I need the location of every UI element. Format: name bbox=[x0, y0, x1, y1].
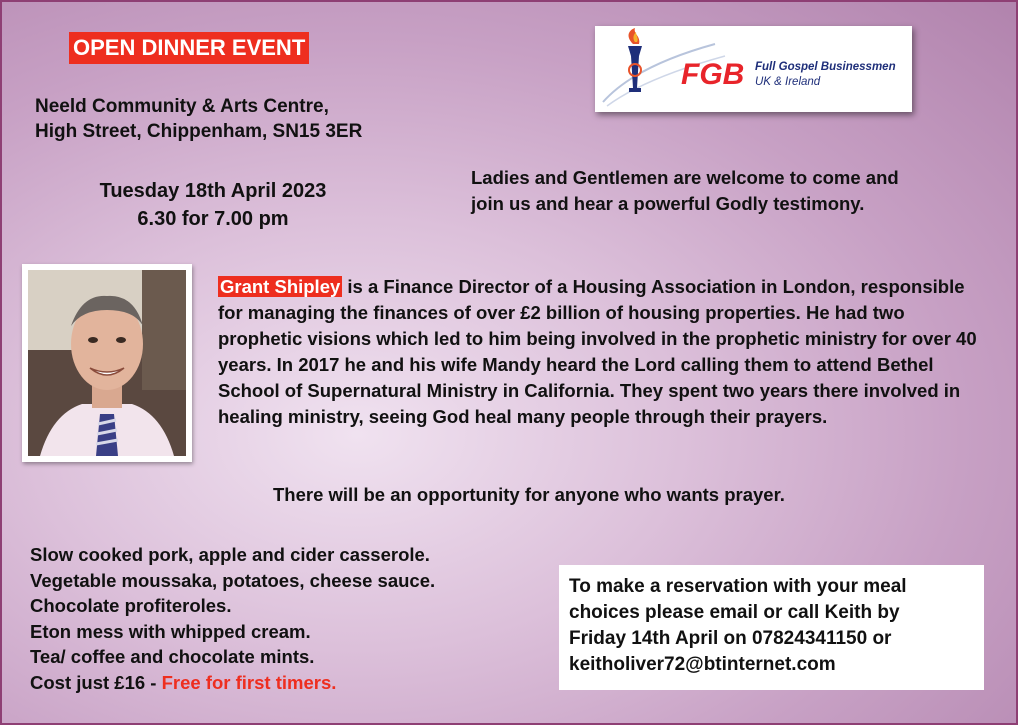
event-title-badge: OPEN DINNER EVENT bbox=[69, 32, 309, 64]
menu-item: Eton mess with whipped cream. bbox=[30, 620, 311, 642]
reservation-line-2: choices please email or call Keith by bbox=[569, 602, 900, 623]
cost-text: Cost just £16 - bbox=[30, 671, 162, 693]
dinner-menu bbox=[30, 542, 435, 695]
event-datetime bbox=[78, 177, 348, 233]
venue-line-2: High Street, Chippenham, SN15 3ER bbox=[35, 121, 363, 142]
logo-name: Full Gospel Businessmen bbox=[755, 61, 896, 73]
logo-acronym: FGB bbox=[681, 58, 745, 91]
cost-line bbox=[30, 670, 435, 696]
menu-item: Chocolate profiteroles. bbox=[30, 595, 232, 616]
event-time: 6.30 for 7.00 pm bbox=[137, 208, 289, 230]
speaker-name: Grant Shipley bbox=[220, 276, 341, 297]
free-offer: Free for first timers. bbox=[161, 671, 337, 693]
reservation-line-1: To make a reservation with your meal bbox=[569, 576, 907, 597]
menu-item: Tea/ coffee and chocolate mints. bbox=[30, 646, 315, 667]
speaker-photo bbox=[22, 264, 192, 462]
torch-icon bbox=[628, 46, 642, 56]
prayer-note: There will be an opportunity for anyone who wants prayer. bbox=[273, 484, 785, 505]
venue-line-1: Neeld Community & Arts Centre, bbox=[35, 96, 329, 117]
speaker-portrait-image bbox=[22, 264, 192, 462]
welcome-line-2: join us and hear a powerful Godly testimony. bbox=[471, 193, 865, 214]
reservation-email[interactable]: keitholiver72@btinternet.com bbox=[569, 654, 836, 675]
menu-item: Slow cooked pork, apple and cider casserole. bbox=[30, 544, 430, 565]
menu-item: Vegetable moussaka, potatoes, cheese sauce. bbox=[30, 569, 436, 591]
venue-address bbox=[35, 94, 362, 144]
welcome-line-1: Ladies and Gentlemen are welcome to come and bbox=[471, 167, 899, 188]
fgb-logo-graphic bbox=[595, 26, 912, 112]
reservation-line-3: Friday 14th April on 07824341150 or bbox=[569, 628, 892, 649]
event-date: Tuesday 18th April 2023 bbox=[99, 180, 327, 202]
logo-region: UK & Ireland bbox=[755, 76, 821, 88]
speaker-bio-text: is a Finance Director of a Housing Association in London, responsible for managing the finances of over £2 billion of housing properties. He had two prophetic visions which led to him being involved in the prophetic ministry for over 40 years. In 2017 he and his wife Mandy heard the Lord calling them to attend Bethel School of Supernatural Ministry in California. They spent two years there involved in healing ministry, seeing God heal many people through their prayers. bbox=[218, 276, 977, 427]
fgb-logo bbox=[595, 26, 912, 112]
speaker-bio bbox=[218, 274, 988, 430]
reservation-box bbox=[559, 565, 984, 690]
welcome-text bbox=[471, 165, 899, 217]
